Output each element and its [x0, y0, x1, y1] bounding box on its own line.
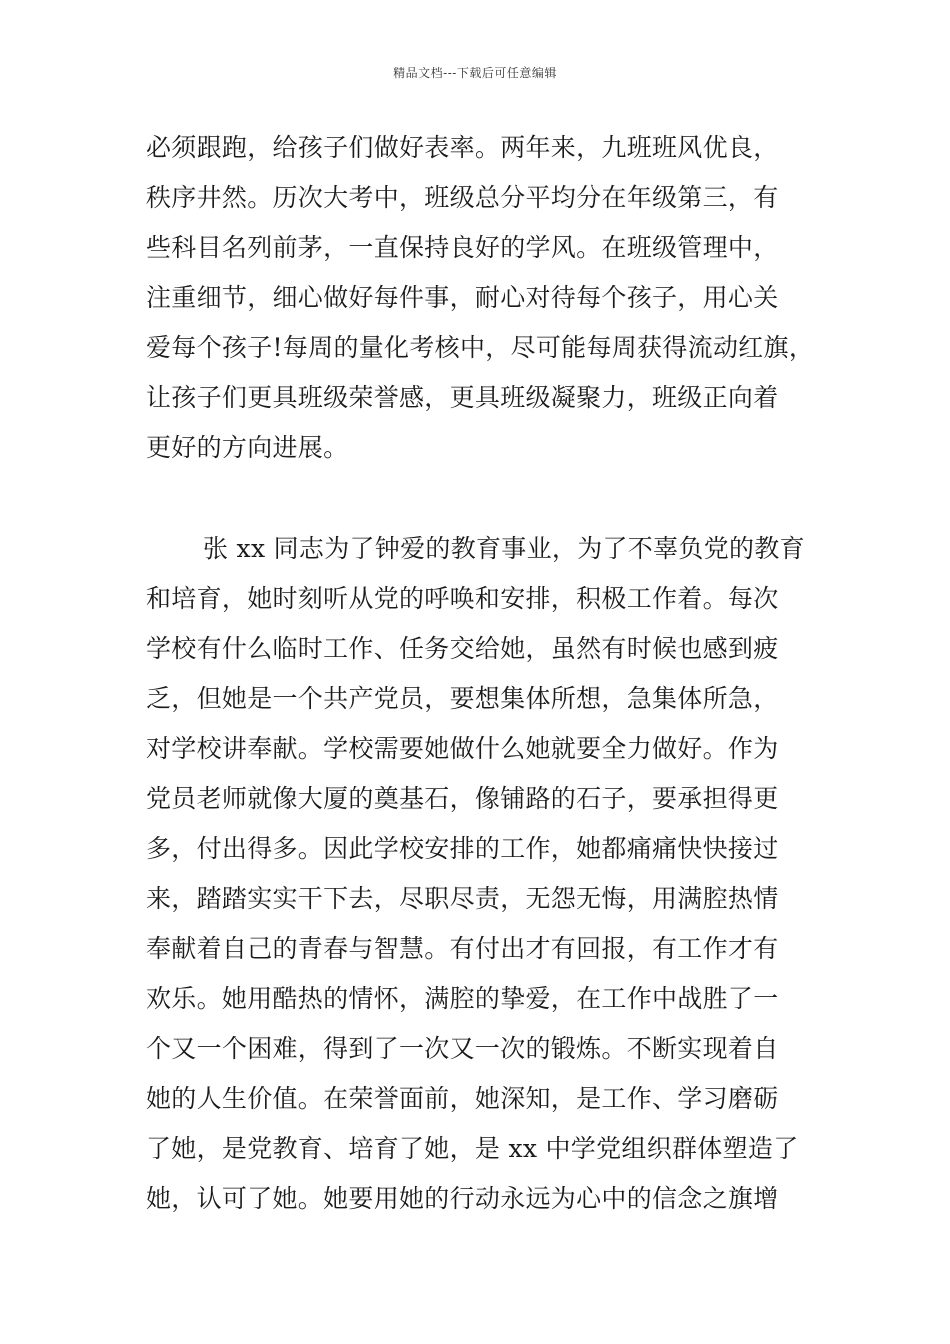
paragraph-line: 张 xx 同志为了钟爱的教育事业，为了不辜负党的教育 [203, 534, 805, 563]
paragraph-line: 对学校讲奉献。学校需要她做什么她就要全力做好。作为 [146, 734, 779, 763]
paragraph-line: 她，认可了她。她要用她的行动永远为心中的信念之旗增 [146, 1184, 779, 1213]
paragraph-line: 多，付出得多。因此学校安排的工作，她都痛痛快快接过 [146, 834, 779, 863]
paragraph-2 [146, 524, 814, 1224]
paragraph-line: 和培育，她时刻听从党的呼唤和安排，积极工作着。每次 [146, 584, 779, 613]
paragraph-line: 个又一个困难，得到了一次又一次的锻炼。不断实现着自 [146, 1034, 779, 1063]
paragraph-1 [146, 123, 814, 473]
paragraph-line: 秩序井然。历次大考中，班级总分平均分在年级第三，有 [146, 183, 779, 212]
paragraph-line: 她的人生价值。在荣誉面前，她深知，是工作、学习磨砺 [146, 1084, 779, 1113]
page-header: 精品文档---下载后可任意编辑 [393, 66, 557, 80]
paragraph-line: 注重细节，细心做好每件事，耐心对待每个孩子，用心关 [146, 283, 779, 312]
paragraph-line: 来，踏踏实实干下去，尽职尽责，无怨无悔，用满腔热情 [146, 884, 779, 913]
paragraph-line: 学校有什么临时工作、任务交给她，虽然有时候也感到疲 [146, 634, 779, 663]
paragraph-line: 爱每个孩子!每周的量化考核中，尽可能每周获得流动红旗， [146, 333, 815, 362]
paragraph-line: 乏，但她是一个共产党员，要想集体所想，急集体所急， [146, 684, 779, 713]
paragraph-line: 欢乐。她用酷热的情怀，满腔的挚爱，在工作中战胜了一 [146, 984, 779, 1013]
paragraph-line: 了她，是党教育、培育了她，是 xx 中学党组织群体塑造了 [146, 1134, 799, 1163]
paragraph-line: 党员老师就像大厦的奠基石，像铺路的石子，要承担得更 [146, 784, 779, 813]
paragraph-line: 让孩子们更具班级荣誉感，更具班级凝聚力，班级正向着 [146, 383, 779, 412]
paragraph-line: 必须跟跑，给孩子们做好表率。两年来，九班班风优良， [146, 133, 779, 162]
paragraph-line: 奉献着自己的青春与智慧。有付出才有回报，有工作才有 [146, 934, 779, 963]
paragraph-line: 更好的方向进展。 [146, 433, 349, 462]
paragraph-line: 些科目名列前茅，一直保持良好的学风。在班级管理中， [146, 233, 779, 262]
